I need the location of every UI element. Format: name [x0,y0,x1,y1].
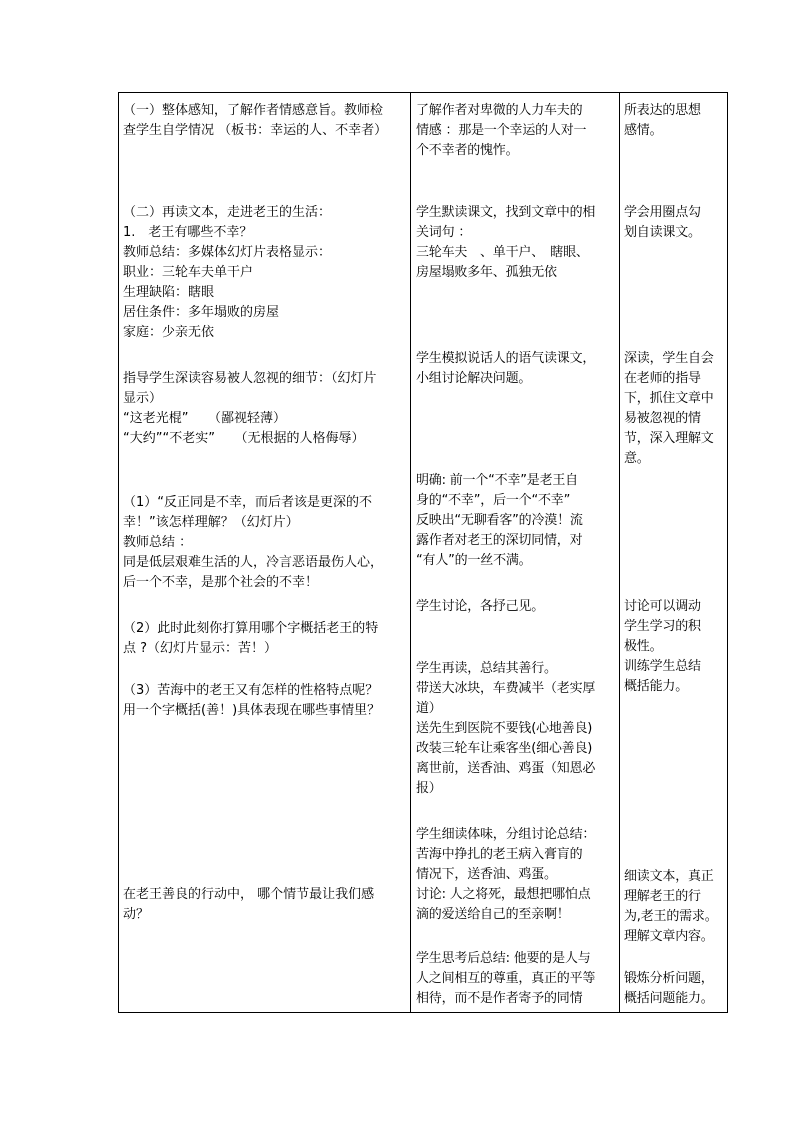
text-block [416,203,616,283]
text-line: 所表达的思想 [624,103,701,118]
text-line: 学生讨论，各抒己见。 [416,599,545,614]
design-intent-column [624,93,727,1012]
text-line: 下，抓住文章中 [624,391,714,406]
text-block [624,349,727,469]
text-line: 个不幸者的愧怍。 [416,143,519,158]
text-block [416,471,616,571]
text-line: 理解文章内容。 [624,929,714,944]
column-divider [619,93,620,1012]
text-line: 明确: 前一个“不幸”是老王自 [416,473,578,488]
text-line: 锻炼分析问题， [624,971,714,986]
text-line: 学生模拟说话人的语气读课文， [416,351,596,366]
text-line: 教师总结 ： [123,535,193,550]
text-line: 讨论: 人之将死，最想把哪怕点 [416,887,591,902]
text-line: 查学生自学情况 （板书：幸运的人、不幸者） [123,123,388,138]
text-block [123,203,407,343]
student-activity-column [416,93,616,1012]
text-line: （二）再读文本，走进老王的生活： [123,205,332,220]
text-block [416,949,616,1009]
text-line: 学生细读体味，分组讨论总结： [416,827,596,842]
text-line: 意。 [624,451,650,466]
text-line: 在老王善良的行动中， 哪个情节最让我们感 [123,887,375,902]
text-line: 离世前，送香油、鸡蛋（知恩必 [416,761,596,776]
text-line: 用一个字概括(善！)具体表现在哪些事情里？ [123,703,381,718]
text-block [416,825,616,925]
text-line: 学会用圈点勾 [624,205,701,220]
text-line: “有人”的一丝不满。 [416,553,532,568]
text-block [123,885,407,925]
text-line: 家庭：少亲无依 [123,325,215,340]
text-line: 情况下，送香油、鸡蛋。 [416,867,557,882]
text-line: 道） [416,701,442,716]
text-line: 人之间相互的尊重，真正的平等 [416,971,596,986]
text-line: 生理缺陷：瞎眼 [123,285,215,300]
column-divider [410,93,411,1012]
text-line: 学生学习的积 [624,619,701,634]
text-line: 学生默读课文，找到文章中的相 [416,205,596,220]
text-line: 动？ [123,907,150,922]
text-line: （一）整体感知，了解作者情感意旨。教师检 [123,103,384,118]
text-line: 1. 老王有哪些不幸？ [123,225,253,240]
text-line: 极性。 [624,639,663,654]
text-block [123,369,407,449]
text-line: 感情。 [624,123,663,138]
teacher-activity-column [123,93,407,1012]
text-line: 学生再读，总结其善行。 [416,661,557,676]
text-line: 情感 ：那是一个幸运的人对一 [416,123,587,138]
text-line: 概括问题能力。 [624,991,714,1006]
text-line: 后一个不幸，是那个社会的不幸！ [123,575,319,590]
text-block [624,101,727,141]
text-block [624,867,727,947]
text-block [624,203,727,243]
text-line: 节，深入理解文 [624,431,714,446]
text-block [123,619,407,659]
text-line: 关词句 ： [416,225,472,240]
text-line: 滴的爱送给自己的至亲啊！ [416,907,570,922]
text-block [123,101,407,141]
text-line: 报） [416,781,442,796]
text-line: “大约”“不老实” （无根据的人格侮辱） [123,431,365,446]
text-line: 带送大冰块，车费减半（老实厚 [416,681,596,696]
text-block [123,493,407,593]
text-line: 相待，而不是作者寄予的同情 [416,991,583,1006]
text-block [123,681,407,721]
text-line: 细读文本，真正 [624,869,714,884]
text-line: 训练学生总结 [624,659,701,674]
text-line: 幸！”该怎样理解？（幻灯片） [123,515,299,530]
text-line: 房屋塌败多年、孤独无依 [416,265,557,280]
text-block [416,659,616,799]
text-line: （1）“反正同是不幸，而后者该是更深的不 [123,495,373,510]
text-line: 深读，学生自会 [624,351,714,366]
text-line: 居住条件：多年塌败的房屋 [123,305,280,320]
text-line: 身的“不幸”，后一个“不幸” [416,493,571,508]
text-block [416,349,616,389]
text-line: 易被忽视的情 [624,411,701,426]
text-line: 同是低层艰难生活的人，冷言恶语最伤人心， [123,555,384,570]
text-line: 反映出“无聊看客”的冷漠！流 [416,513,583,528]
text-line: 了解作者对卑微的人力车夫的 [416,103,583,118]
text-line: 在老师的指导 [624,371,701,386]
text-block [624,597,727,697]
text-line: 小组讨论解决问题。 [416,371,532,386]
text-line: 划自读课文。 [624,225,701,240]
text-line: 显示） [123,391,163,406]
text-block [624,969,727,1009]
text-line: 概括能力。 [624,679,689,694]
text-line: 改装三轮车让乘客坐(细心善良) [416,741,593,756]
text-line: 职业：三轮车夫单干户 [123,265,254,280]
lesson-plan-table [118,92,728,1013]
text-line: 为,老王的需求。 [624,909,718,924]
text-line: “这老光棍” （鄙视轻薄） [123,411,286,426]
text-line: 苦海中挣扎的老王病入膏肓的 [416,847,583,862]
text-line: 点 ?（幻灯片显示：苦！） [123,641,278,656]
text-line: 学生思考后总结: 他要的是人与 [416,951,591,966]
text-line: （3）苦海中的老王又有怎样的性格特点呢？ [123,683,379,698]
text-line: 讨论可以调动 [624,599,701,614]
text-line: 教师总结：多媒体幻灯片表格显示： [123,245,332,260]
text-line: 露作者对老王的深切同情，对 [416,533,583,548]
text-block [416,101,616,161]
text-line: （2）此时此刻你打算用哪个字概括老王的特 [123,621,379,636]
text-line: 送先生到医院不要钱(心地善良) [416,721,593,736]
text-line: 理解老王的行 [624,889,701,904]
text-block [416,597,616,617]
text-line: 指导学生深读容易被人忽视的细节：（幻灯片 [123,371,377,386]
text-line: 三轮车夫 、单干户、 瞎眼、 [416,245,589,260]
